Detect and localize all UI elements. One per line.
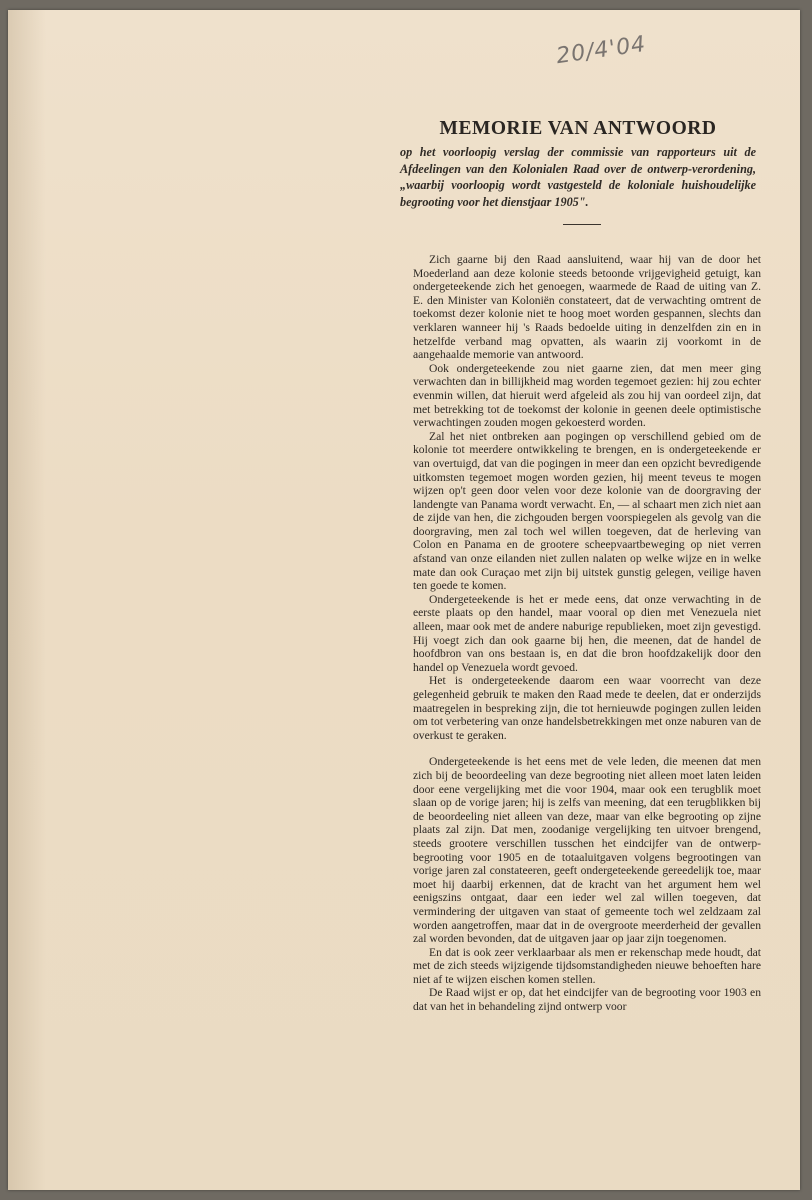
title-divider xyxy=(563,224,601,225)
body-paragraph: En dat is ook zeer verklaarbaar als men er rekenschap mede houdt, dat met de zich steeds wijzigende tijdsomstandigheden nieuwe behoeften hare niet af te wijzen eischen komen stellen. xyxy=(413,945,761,986)
document-title: MEMORIE VAN ANTWOORD xyxy=(439,118,717,139)
handwritten-date: 20/4'04 xyxy=(554,31,648,70)
body-paragraph: Zal het niet ontbreken aan pogingen op verschillend gebied om de kolonie tot meerdere ontwikkeling te brengen, en is ondergeteekende er van overtuigd, dat van die pogingen in meer dan een opzicht bevredigende uitkomsten tegemoet mogen worden gezien, hij meent teveus te mogen wijzen op't geen door velen voor deze kolonie van de doorgraving der landengte van Panama wordt verwacht. En, — al schaart men zich niet aan de zijde van hen, die zichgouden bergen voorspiegelen als gevolg van die doorgraving, men zal toch wel willen toegeven, dat de herleving van Colon en Panama en de grootere scheepvaartbeweging op niet verren afstand van onze eilanden niet zullen nalaten op welke wijze en in welke mate dan ook Curaçao met zijn bij uitstek gunstig gelegen, veilige haven ten goede te komen. xyxy=(413,429,761,593)
body-paragraph: Zich gaarne bij den Raad aansluitend, waar hij van de door het Moederland aan deze kolonie steeds betoonde vrijgevigheid getuigt, kan ondergeteekende zich het genoegen, waarmede de Raad de uiting van Z. E. den Minister van Koloniën constateert, dat de verwachting omtrent de toekomst dezer kolonie niet te hoog moet worden gespannen, slechts dan verklaren wanneer hij 's Raads bedoelde uiting in denzelfden zin en in hetzelfde verband mag opvatten, als waarin zij voorkomt in de aangehaalde memorie van antwoord. xyxy=(413,253,761,362)
body-paragraph: Het is ondergeteekende daarom een waar voorrecht van deze gelegenheid gebruik te maken den Raad mede te deelen, dat er onderzijds maatregelen in bespreking zijn, die tot hernieuwde pogingen zullen leiden om tot verbetering van onze handelsbetrekkingen met onze naburen van de overkust te geraken. xyxy=(413,674,761,742)
document-subtitle: op het voorloopig verslag der commissie van rapporteurs uit de Afdeelingen van den Kolonialen Raad over de ontwerp-verordening, „waarbij voorloopig wordt vastgesteld de koloniale huishoudelijke begrooting voor het dienstjaar 1905". xyxy=(400,145,756,209)
section-gap xyxy=(413,742,761,755)
document-page xyxy=(8,10,800,1190)
body-paragraph: Ondergeteekende is het eens met de vele leden, die meenen dat men zich bij de beoordeeling van deze begrooting niet alleen moet laten leiden door eene vergelijking met die voor 1904, maar ook een terugblik moet slaan op de vorige jaren; hij is zelfs van meening, dat een terugblikken bij de beoordeeling niet alleen van deze, maar van elke begrooting op zijne plaats zal zijn. Dat men, zoodanige vergelijking ten uitvoer brengend, steeds grootere verschillen tusschen het eindcijfer van de ontwerp-begrooting voor 1905 en de totaaluitgaven volgens begrootingen van vorige jaren zal constateeren, geeft ondergeteekende gereedelijk toe, maar moet hij daarbij erkennen, dat de kracht van het argument hem wel eenigszins ontgaat, daar een ieder wel zal willen toegeven, dat vermindering der uitgaven van staat of gemeente toch wel zeldzaam zal worden aangetroffen, maar dat in de overgroote meerderheid der gevallen zal worden bevonden, dat de uitgaven jaar op jaar zijn toegenomen. xyxy=(413,755,761,946)
document-body xyxy=(413,253,761,1014)
body-paragraph: De Raad wijst er op, dat het eindcijfer van de begrooting voor 1903 en dat van het in behandeling zijnd ontwerp voor xyxy=(413,986,761,1014)
body-paragraph: Ondergeteekende is het er mede eens, dat onze verwachting in de eerste plaats op den handel, maar vooral op dien met Venezuela niet alleen, maar ook met de andere naburige republieken, moet zijn gevestigd. Hij voegt zich dan ook gaarne bij hen, die meenen, dat de handel de hoofdbron van ons bestaan is, en dat die bron hoofdzakelijk door den handel op Venezuela wordt gevoed. xyxy=(413,592,761,674)
body-paragraph: Ook ondergeteekende zou niet gaarne zien, dat men meer ging verwachten dan in billijkheid mag worden tegemoet gezien: hij zou echter evenmin willen, dat hieruit werd afgeleid als zou hij van oordeel zijn, dat met betrekking tot de toekomst der kolonie in geenen deele optimistische verwachtingen zouden mogen gekoesterd worden. xyxy=(413,361,761,430)
